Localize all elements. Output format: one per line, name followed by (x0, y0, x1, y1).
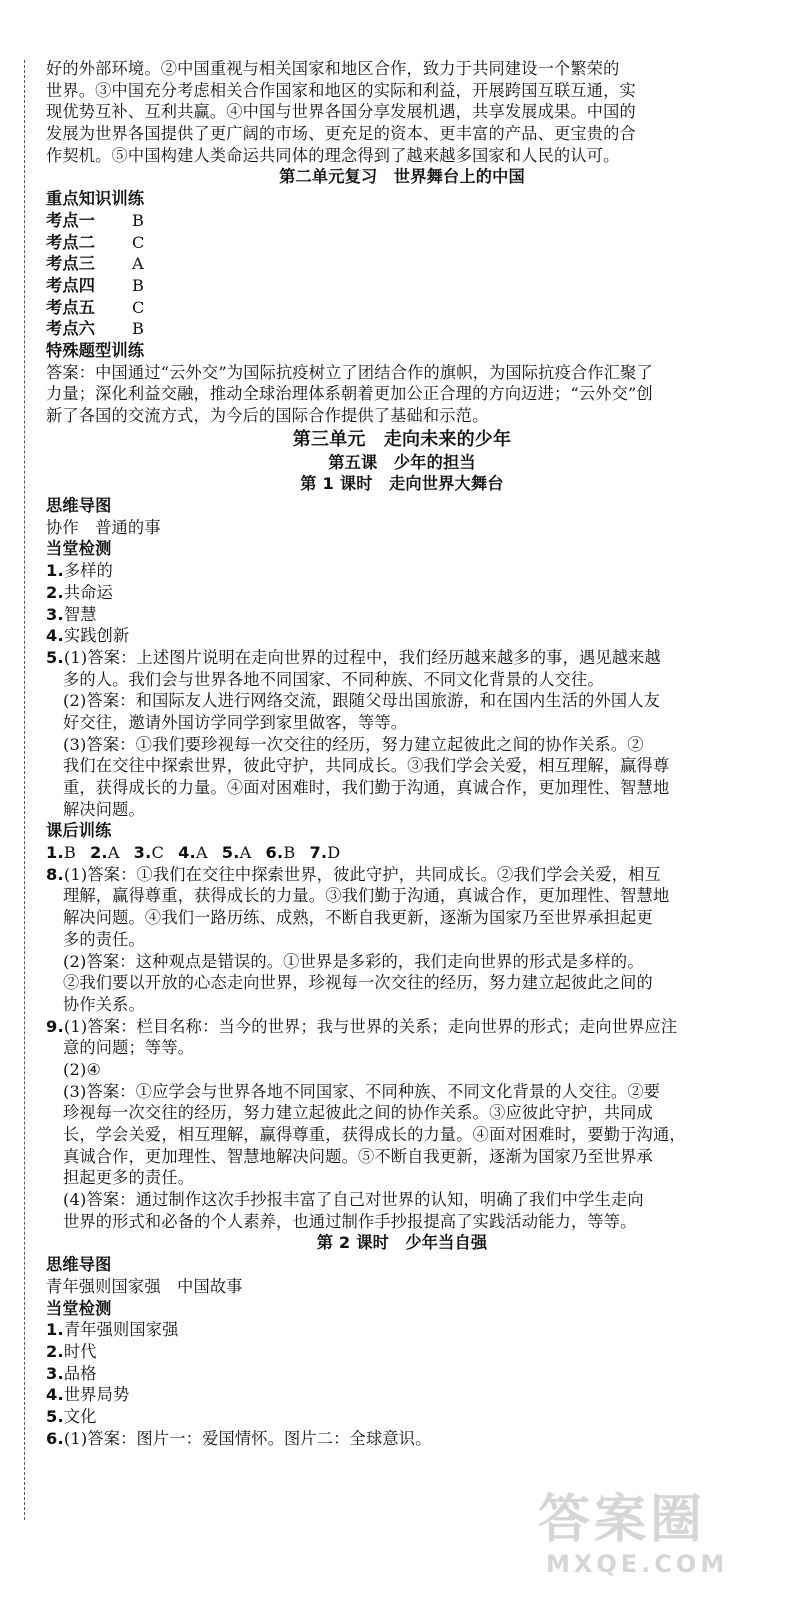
in-class-check-heading: 当堂检测 (46, 1298, 112, 1318)
kaodian-answer: A (132, 254, 144, 274)
kaodian-item (46, 210, 758, 232)
kaodian-label: 考点二 (46, 232, 96, 252)
text-line: 担起更多的责任。 (63, 1168, 195, 1188)
item-number: 4. (46, 626, 64, 646)
mc-letter: A (195, 843, 208, 863)
line-text: (1)答案：①我们在交往中探索世界，彼此守护，共同成长。②我们学会关爱，相互 (63, 864, 661, 884)
item-answer: 品格 (63, 1363, 97, 1383)
mc-letter: D (327, 843, 341, 863)
mc-letter: A (107, 843, 120, 863)
kaodian-item (46, 318, 758, 340)
text-line (46, 864, 758, 886)
mc-answer (46, 842, 76, 864)
kaodian-answer: B (132, 210, 145, 230)
text-line: (3)答案：①我们要珍视每一次交往的经历，努力建立起彼此之间的协作关系。② (63, 734, 644, 754)
text-line: ②我们要以开放的心态走向世界，珍视每一次交往的经历，努力建立起彼此之间的 (63, 973, 653, 993)
multiple-choice-answers (46, 842, 758, 864)
kaodian-answer: C (132, 297, 145, 317)
question-9 (46, 1016, 758, 1233)
mc-letter: C (151, 843, 165, 863)
continuation-paragraph (46, 58, 758, 166)
question-5 (46, 647, 758, 821)
text-line: (2)④ (63, 1059, 102, 1079)
check-item (46, 1319, 758, 1341)
line-text: (1)答案：图片一：爱国情怀。图片二：全球意识。 (63, 1428, 432, 1448)
check-item (46, 604, 758, 626)
item-number: 1. (46, 561, 64, 581)
check-item (46, 1363, 758, 1385)
mc-answer (222, 842, 252, 864)
mindmap-answer: 青年强则国家强 中国故事 (46, 1276, 243, 1296)
check-item (46, 1341, 758, 1363)
watermark-url: MXQE.COM (546, 1550, 729, 1578)
item-number: 5. (221, 843, 240, 863)
text-line: 现优势互补、互利共赢。④中国与世界各国分享发展机遇，共享发展成果。中国的 (46, 102, 636, 122)
text-line: 我们在交往中探索世界，彼此守护，共同成长。③我们学会关爱，相互理解，赢得尊 (63, 756, 670, 776)
question-6 (46, 1428, 758, 1450)
period1-title: 第 1 课时 走向世界大舞台 (300, 474, 504, 494)
item-answer: 共命运 (63, 582, 113, 602)
text-line: 作契机。⑤中国构建人类命运共同体的理念得到了越来越多国家和人民的认可。 (46, 145, 620, 165)
item-number: 3. (46, 604, 64, 624)
item-number: 8. (46, 864, 64, 884)
period2-title: 第 2 课时 少年当自强 (316, 1233, 488, 1253)
item-number: 5. (46, 1406, 64, 1426)
mindmap-heading: 思维导图 (46, 1255, 112, 1275)
question-8 (46, 864, 758, 1016)
check-item (46, 1406, 758, 1428)
text-line: 多的责任。 (63, 929, 145, 949)
lesson5-title: 第五课 少年的担当 (328, 452, 476, 472)
text-line: (4)答案：通过制作这次手抄报丰富了自己对世界的认知，明确了我们中学生走向 (63, 1190, 644, 1210)
text-line: 发展为世界各国提供了更广阔的市场、更充足的资本、更丰富的产品、更宝贵的合 (46, 124, 636, 144)
mc-letter: A (239, 843, 252, 863)
mindmap-answer: 协作 普通的事 (46, 517, 161, 537)
mc-answer (90, 842, 120, 864)
mindmap-heading: 思维导图 (46, 496, 112, 516)
text-line: 真诚合作，更加理性、智慧地解决问题。⑤不断自我更新，逐渐为国家乃至世界承 (63, 1146, 653, 1166)
item-number: 2. (46, 582, 64, 602)
item-number: 3. (133, 843, 152, 863)
check-item (46, 625, 758, 647)
special-training-heading: 特殊题型训练 (46, 340, 145, 360)
text-line: 好交往，邀请外国访学同学到家里做客，等等。 (63, 712, 408, 732)
kaodian-item (46, 232, 758, 254)
unit3-title: 第三单元 走向未来的少年 (292, 428, 512, 450)
check-item (46, 1384, 758, 1406)
text-line: 答案：中国通过“云外交”为国际抗疫树立了团结合作的旗帜，为国际抗疫合作汇聚了 (46, 362, 653, 382)
watermark-title: 答案圈 (538, 1490, 707, 1550)
text-line: 新了各国的交流方式，为今后的国际合作提供了基础和示范。 (46, 406, 489, 425)
kaodian-item (46, 275, 758, 297)
text-line (46, 1016, 758, 1038)
item-number: 5. (46, 647, 64, 667)
mc-answer (178, 842, 208, 864)
item-answer: 智慧 (63, 604, 97, 624)
text-line: 世界的形式和必备的个人素养，也通过制作手抄报提高了实践活动能力，等等。 (63, 1211, 637, 1231)
mc-answer (266, 842, 296, 864)
item-number: 7. (309, 843, 328, 863)
item-number: 4. (178, 843, 196, 863)
item-number: 2. (89, 843, 108, 863)
special-answer (46, 362, 758, 427)
text-line: 世界。③中国充分考虑相关合作国家和地区的实际和利益，开展跨国互联互通，实 (46, 80, 636, 100)
text-line: 力量；深化利益交融，推动全球治理体系朝着更加公正合理的方向迈进；“云外交”创 (46, 384, 653, 404)
kaodian-label: 考点三 (46, 254, 96, 274)
kaodian-label: 考点一 (46, 210, 96, 230)
item-answer: 多样的 (63, 561, 113, 581)
kaodian-answer: B (132, 319, 145, 339)
item-answer: 世界局势 (63, 1385, 130, 1405)
item-number: 2. (46, 1341, 64, 1361)
after-class-heading: 课后训练 (46, 821, 112, 841)
unit2-review-title: 第二单元复习 世界舞台上的中国 (279, 167, 525, 187)
mc-answer (134, 842, 164, 864)
text-line: 好的外部环境。②中国重视与相关国家和地区合作，致力于共同建设一个繁荣的 (46, 59, 620, 78)
binding-margin-line (24, 60, 25, 1520)
focus-training-heading: 重点知识训练 (46, 189, 145, 209)
item-number: 6. (46, 1428, 64, 1448)
check-item (46, 560, 758, 582)
mc-answer (309, 842, 340, 864)
kaodian-list (46, 210, 758, 340)
text-line: 珍视每一次交往的经历，努力建立起彼此之间的协作关系。③应彼此守护，共同成 (63, 1103, 653, 1123)
in-class-check-heading: 当堂检测 (46, 539, 112, 559)
item-number: 3. (46, 1363, 64, 1383)
text-line: 意的问题；等等。 (63, 1038, 195, 1058)
kaodian-item (46, 297, 758, 319)
kaodian-label: 考点六 (46, 319, 96, 339)
mc-letter: B (283, 843, 296, 863)
item-answer: 时代 (63, 1341, 97, 1361)
kaodian-item (46, 253, 758, 275)
text-line: 重，获得成长的力量。④面对困难时，我们勤于沟通，真诚合作，更加理性、智慧地 (63, 778, 670, 797)
text-line: 理解，赢得尊重，获得成长的力量。③我们勤于沟通，真诚合作，更加理性、智慧地 (63, 886, 670, 906)
text-line: 长，学会关爱，相互理解，赢得尊重，获得成长的力量。④面对困难时，要勤于沟通， (63, 1125, 686, 1144)
site-watermark-logo (538, 1490, 773, 1585)
text-line: 解决问题。 (63, 799, 145, 819)
item-number: 1. (46, 1320, 64, 1340)
text-line: (3)答案：①应学会与世界各地不同国家、不同种族、不同文化背景的人交往。②要 (63, 1081, 661, 1101)
kaodian-answer: B (132, 275, 145, 295)
item-number: 9. (46, 1016, 64, 1036)
item-number: 6. (265, 843, 284, 863)
answer-content (46, 58, 758, 1449)
item-number: 1. (46, 843, 64, 863)
item-answer: 文化 (63, 1406, 97, 1426)
text-line: 多的人。我们会与世界各地不同国家、不同种族、不同文化背景的人交往。 (63, 669, 604, 689)
text-line: (2)答案：和国际友人进行网络交流，跟随父母出国旅游，和在国内生活的外国人友 (63, 691, 661, 711)
line-text: (1)答案：栏目名称：当今的世界；我与世界的关系；走向世界的形式；走向世界应注 (63, 1016, 678, 1036)
text-line: 协作关系。 (63, 994, 145, 1014)
kaodian-label: 考点四 (46, 275, 96, 295)
kaodian-label: 考点五 (46, 297, 96, 317)
mc-letter: B (63, 843, 76, 863)
item-number: 4. (46, 1385, 64, 1405)
text-line: (2)答案：这种观点是错误的。①世界是多彩的，我们走向世界的形式是多样的。 (63, 951, 644, 971)
line-text: (1)答案：上述图片说明在走向世界的过程中，我们经历越来越多的事，遇见越来越 (63, 647, 661, 667)
item-answer: 实践创新 (63, 626, 130, 646)
text-line: 解决问题。④我们一路历练、成熟，不断自我更新，逐渐为国家乃至世界承担起更 (63, 908, 653, 928)
kaodian-answer: C (132, 232, 145, 252)
check-item (46, 582, 758, 604)
text-line (46, 647, 758, 669)
item-answer: 青年强则国家强 (63, 1320, 179, 1340)
